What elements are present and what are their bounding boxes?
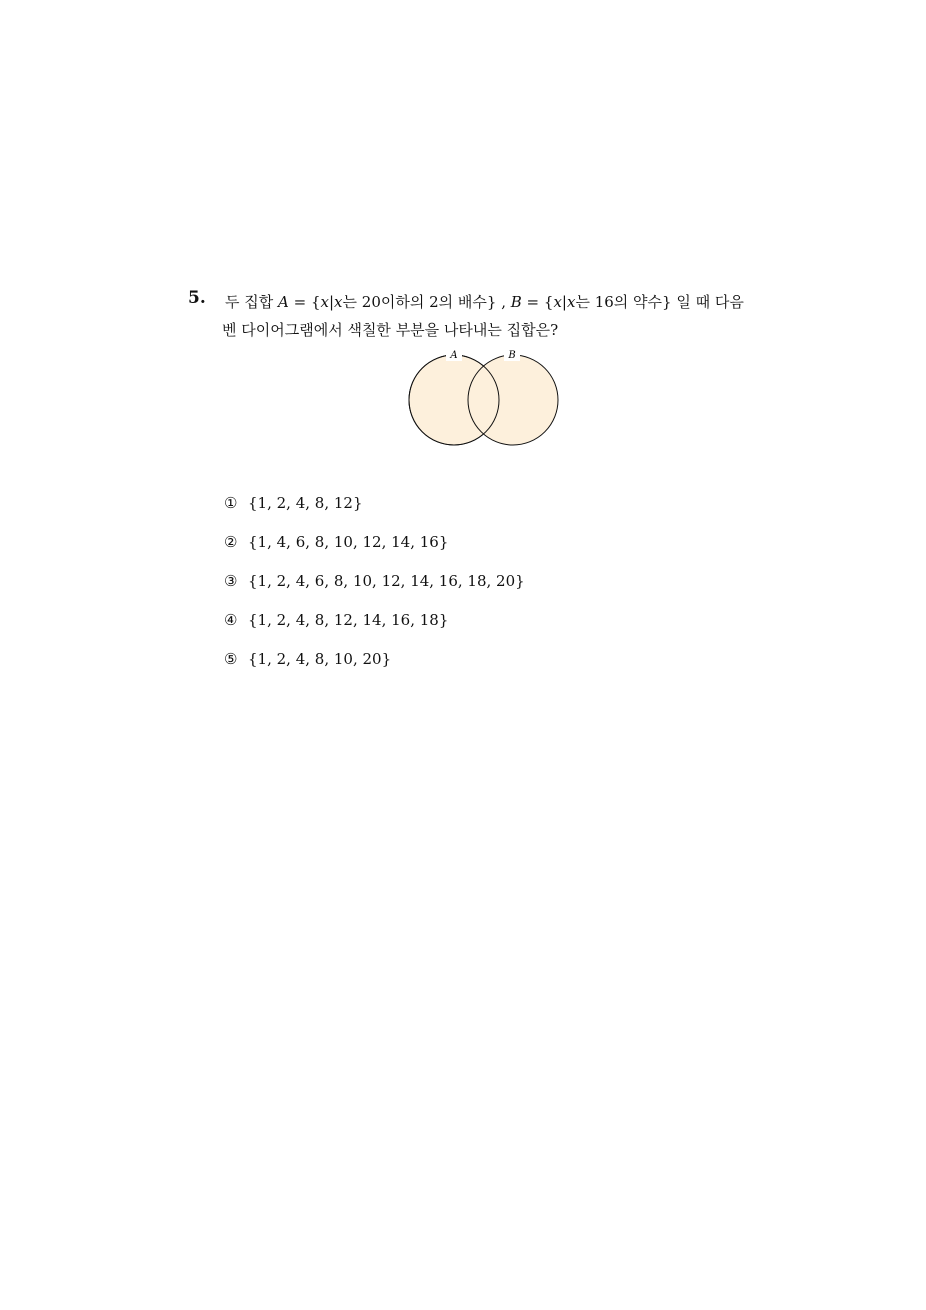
- stem-line-1: 두 집합 A = {x|x는 20이하의 2의 배수} , B = {x|x는 16의 약수} 일 때 다음: [225, 293, 744, 311]
- choice-4-set: {1, 2, 4, 8, 12, 14, 16, 18}: [248, 611, 449, 629]
- question-number: 5.: [188, 288, 206, 308]
- stem-line-2: 벤 다이어그램에서 색칠한 부분을 나타내는 집합은?: [222, 321, 559, 339]
- stem-tail: 일 때 다음: [671, 293, 744, 311]
- set-a-var: x: [320, 293, 329, 311]
- choice-5-set: {1, 2, 4, 8, 10, 20}: [248, 650, 392, 668]
- set-a-var-2: x: [334, 293, 343, 311]
- stem-intro: 두 집합: [225, 293, 279, 311]
- choice-5-mark: ⑤: [224, 650, 238, 668]
- venn-label-b: B: [508, 350, 516, 361]
- set-b-var: x: [553, 293, 562, 311]
- set-a-name: A: [278, 293, 289, 311]
- choice-2-mark: ②: [224, 533, 238, 551]
- choice-1-mark: ①: [224, 494, 238, 512]
- choice-3-mark: ③: [224, 572, 238, 590]
- set-b-name: B: [510, 293, 522, 311]
- venn-label-a: A: [450, 350, 458, 361]
- set-a-condition: 는 20이하의 2의 배수: [342, 293, 487, 311]
- set-b-var-2: x: [566, 293, 576, 311]
- choice-4[interactable]: [224, 607, 525, 646]
- choice-1-set: {1, 2, 4, 8, 12}: [248, 494, 363, 512]
- venn-diagram: [404, 347, 564, 447]
- choice-3-set: {1, 2, 4, 6, 8, 10, 12, 14, 16, 18, 20}: [248, 572, 525, 590]
- choice-5[interactable]: [224, 646, 525, 685]
- choice-4-mark: ④: [224, 611, 238, 629]
- choice-1[interactable]: [224, 490, 525, 529]
- choice-list: [224, 490, 525, 685]
- choice-3[interactable]: [224, 568, 525, 607]
- choice-2[interactable]: [224, 529, 525, 568]
- set-b-condition: 는 16의 약수: [575, 293, 663, 311]
- choice-2-set: {1, 4, 6, 8, 10, 12, 14, 16}: [248, 533, 449, 551]
- venn-circle-b: [468, 355, 558, 445]
- question-stem: [222, 288, 765, 344]
